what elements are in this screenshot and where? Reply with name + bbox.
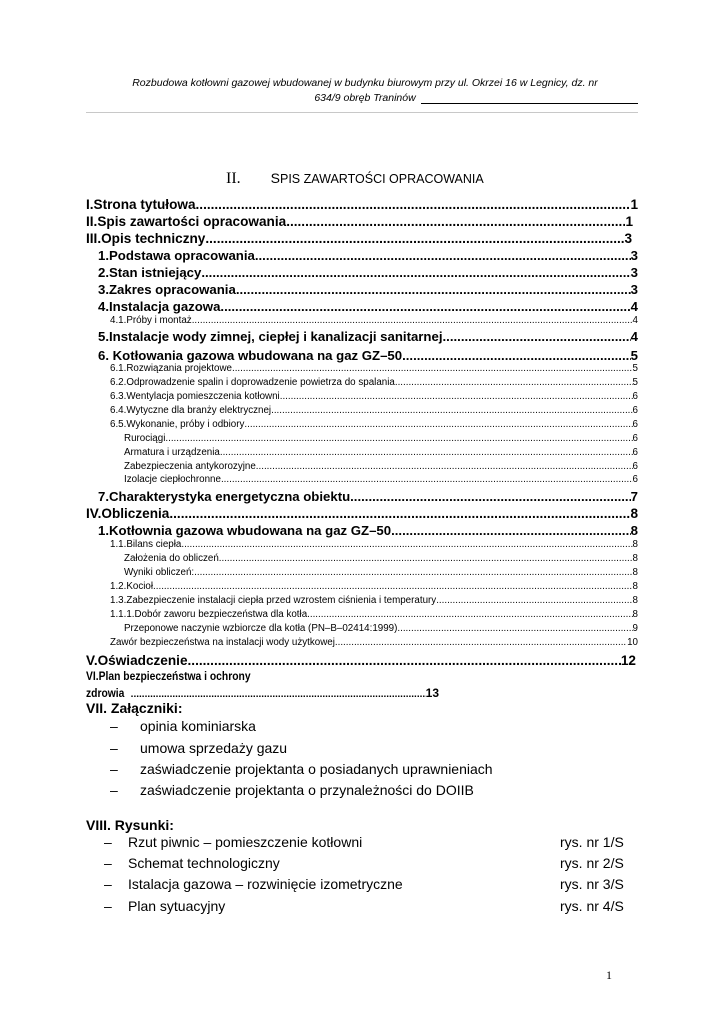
section-title — [226, 170, 484, 188]
toc-entry: 6.5.Wykonanie, próby i odbiory ..... 6 — [110, 418, 638, 430]
toc-entry: 6. Kotłowania gazowa wbudowana na gaz GZ–50 ..... 5 — [98, 346, 638, 363]
toc-entry: Rurociągi ..... 6 — [124, 432, 638, 444]
toc-entry: 1.2.Kocioł ..... 8 — [110, 580, 638, 592]
toc-entry: II.Spis zawartości opracowania ..... 1 — [86, 212, 633, 229]
toc-entry: Przeponowe naczynie wzbiorcze dla kotła (PN–B–02414:1999) ..... 9 — [124, 622, 638, 634]
toc-entry: IV.Obliczenia ..... 8 — [86, 504, 638, 521]
toc-entry: 1.3.Zabezpieczenie instalacji ciepła przed wzrostem ciśnienia i temperatury ..... 8 — [110, 594, 638, 606]
toc-entry: III.Opis techniczny ..... 3 — [86, 229, 632, 246]
toc-entry: V.Oświadczenie ..... 12 — [86, 651, 636, 668]
toc-entry: zdrowia ..... 13 — [86, 685, 439, 700]
page-number: 1 — [606, 968, 612, 982]
toc-entry: 6.4.Wytyczne dla branży elektrycznej ..... 6 — [110, 404, 638, 416]
toc-entry: 3.Zakres opracowania ..... 3 — [98, 280, 638, 297]
toc-entry: 1.1.1.Dobór zaworu bezpieczeństwa dla kotła ..... 8 — [110, 608, 638, 620]
toc-entry: 6.1.Rozwiązania projektowe ..... 5 — [110, 362, 638, 374]
toc-entry: 2.Stan istniejący ..... 3 — [98, 263, 638, 280]
toc-entry: 5.Instalacje wody zimnej, ciepłej i kanalizacji sanitarnej ..... 4 — [98, 327, 638, 344]
drawing-ref: rys. nr 4/S — [560, 898, 624, 914]
toc-entry: 4.1.Próby i montaż ..... 4 — [110, 314, 638, 326]
title-first-letter: S — [270, 170, 280, 186]
drawing-ref: rys. nr 2/S — [560, 855, 624, 871]
toc-entry: Wyniki obliczeń: ..... 8 — [124, 566, 638, 578]
toc-entry: 7.Charakterystyka energetyczna obiektu ..... 7 — [98, 487, 638, 504]
header-underline — [421, 103, 638, 104]
toc-entry: I.Strona tytułowa ..... 1 — [86, 195, 638, 212]
header-line-2: 634/9 obręb Traninów — [314, 92, 416, 104]
toc-entry: Armatura i urządzenia ..... 6 — [124, 446, 638, 458]
toc-entry: 1.Podstawa opracowania ..... 3 — [98, 246, 638, 263]
toc-entry: Założenia do obliczeń ..... 8 — [124, 552, 638, 564]
toc-entry: 6.3.Wentylacja pomieszczenia kotłowni ..... 6 — [110, 390, 638, 402]
drawings-heading: VIII. Rysunki: — [86, 817, 174, 833]
toc-entry: 6.2.Odprowadzenie spalin i doprowadzenie powietrza do spalania ..... 5 — [110, 376, 638, 388]
toc-entry: 1.Kotłownia gazowa wbudowana na gaz GZ–50 ..... 8 — [98, 521, 638, 538]
drawing-ref: rys. nr 1/S — [560, 834, 624, 850]
attachments-heading: VII. Załączniki: — [86, 700, 183, 716]
toc-entry: 1.1.Bilans ciepła ..... 8 — [110, 538, 638, 550]
toc-entry: Izolacje ciepłochronne ..... 6 — [124, 473, 638, 485]
toc-entry: 4.Instalacja gazowa ..... 4 — [98, 297, 638, 314]
toc-entry: Zabezpieczenia antykorozyjne ..... 6 — [124, 460, 638, 472]
toc-entry: Zawór bezpieczeństwa na instalacji wody użytkowej ..... 10 — [110, 636, 638, 648]
header-line-1: Rozbudowa kotłowni gazowej wbudowanej w budynku biurowym przy ul. Okrzei 16 w Legnicy, dz. nr — [132, 77, 598, 89]
header-separator — [86, 112, 638, 113]
section-number: II. — [226, 170, 241, 187]
toc-entry-health-plan: VI.Plan bezpieczeństwa i ochrony — [86, 669, 251, 683]
drawing-ref: rys. nr 3/S — [560, 876, 624, 892]
title-rest: PIS ZAWARTOŚCI OPRACOWANIA — [280, 172, 484, 186]
